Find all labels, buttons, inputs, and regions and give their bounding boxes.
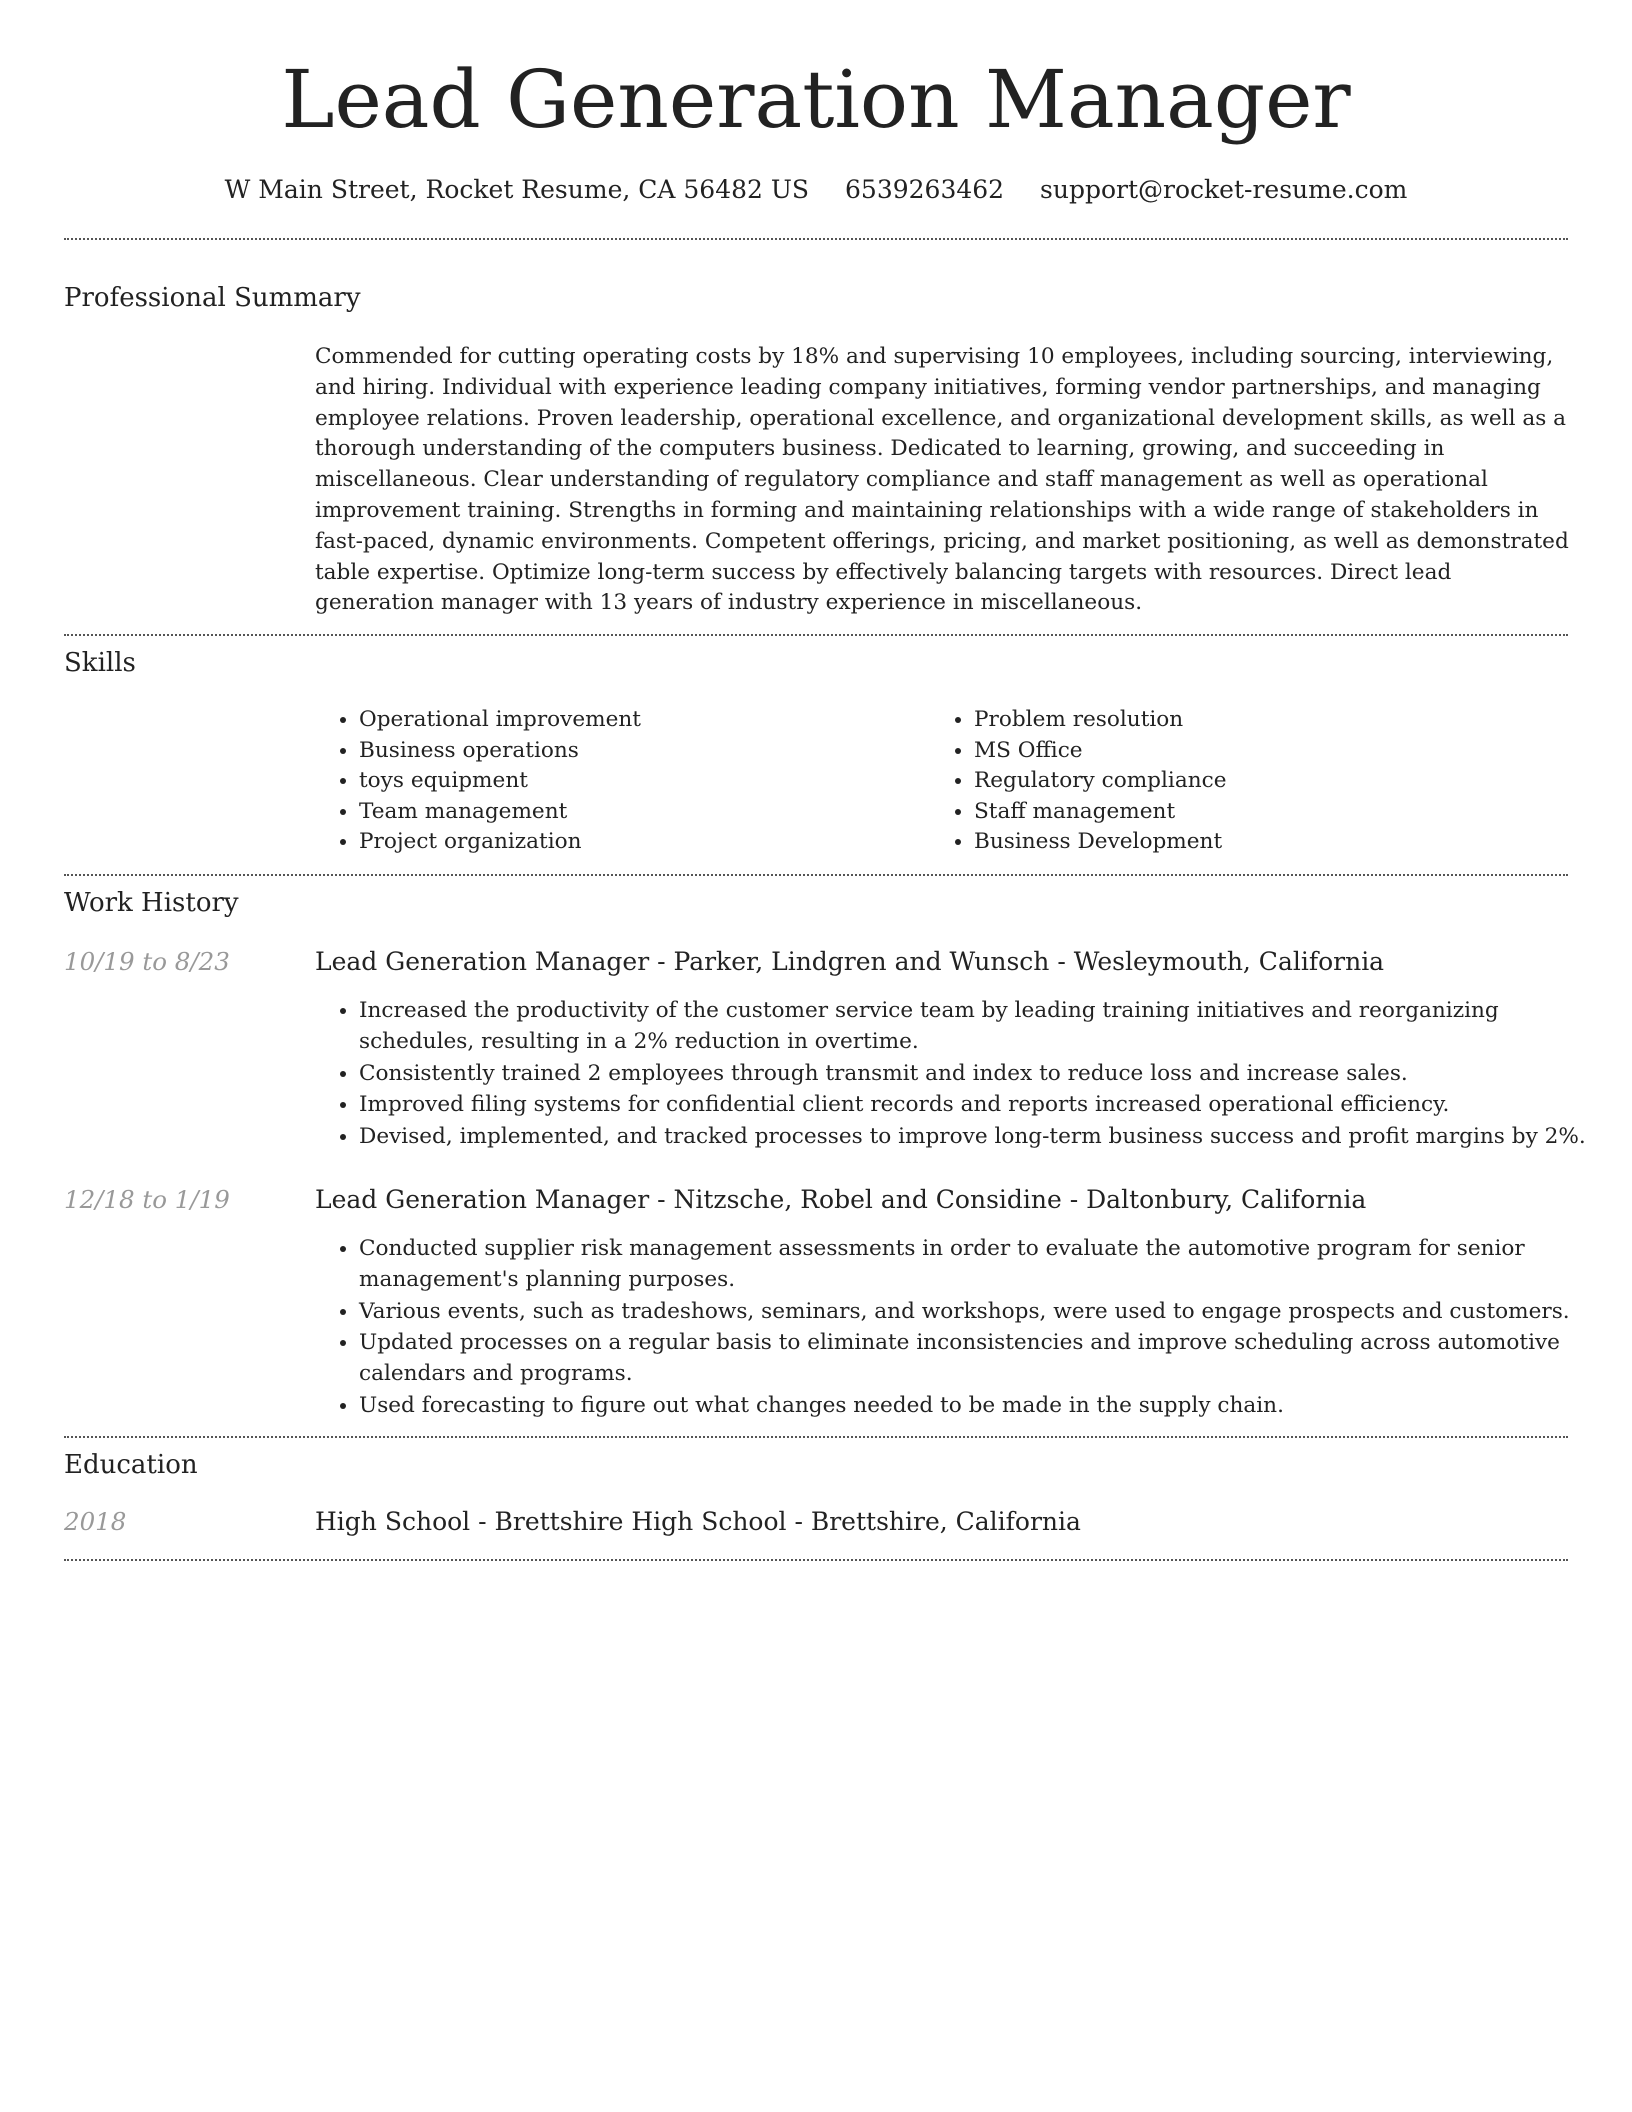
job-dates: 12/18 to 1/19 [64, 1185, 230, 1214]
education-heading: Education [64, 1450, 198, 1480]
job-heading: Lead Generation Manager - Parker, Lindgren and Wunsch - Wesleymouth, California [315, 947, 1385, 976]
divider [64, 1436, 1568, 1438]
phone: 6539263462 [845, 175, 1005, 204]
work-heading: Work History [64, 888, 239, 918]
skills-list-right [930, 705, 1226, 858]
list-item: • Various events, such as tradeshows, seminars, and workshops, were used to engage prospects and customers. [359, 1297, 1614, 1328]
education-year: 2018 [64, 1507, 127, 1536]
resume-header [64, 44, 1568, 206]
summary-heading: Professional Summary [64, 283, 361, 313]
education-heading-line: High School - Brettshire High School - Brettshire, California [315, 1507, 1081, 1536]
list-item: • Devised, implemented, and tracked processes to improve long-term business success and profit margins by 2%. [359, 1122, 1614, 1153]
divider [64, 1559, 1568, 1561]
skill-item: • toys equipment [359, 766, 641, 797]
list-item: • Consistently trained 2 employees through transmit and index to reduce loss and increase sales. [359, 1059, 1614, 1090]
skill-item: • Business operations [359, 736, 641, 767]
list-item: • Conducted supplier risk management assessments in order to evaluate the automotive program for senior management's planning purposes. [359, 1234, 1614, 1296]
skill-item: • MS Office [974, 736, 1226, 767]
job-bullets [315, 996, 1614, 1154]
summary-text: Commended for cutting operating costs by 18% and supervising 10 employees, including sourcing, interviewing, and hiring. Individual with experience leading company initiatives, forming vendor partnerships, and managing employee relations. Proven leadership, operational excellence, and organizational development skills, as well as a thorough understanding of the computers business. Dedicated to learning, growing, and succeeding in miscellaneous. Clear understanding of regulatory compliance and staff management as well as operational improvement training. Strengths in forming and maintaining relationships with a wide range of stakeholders in fast-paced, dynamic environments. Competent offerings, pricing, and market positioning, as well as demonstrated table expertise. Optimize long-term success by effectively balancing targets with resources. Direct lead generation manager with 13 years of industry experience in miscellaneous. [315, 344, 1569, 616]
contact-line [64, 174, 1568, 206]
candidate-name: Lead Generation Manager [281, 53, 1351, 146]
list-item: • Updated processes on a regular basis to eliminate inconsistencies and improve scheduling across automotive calendars and programs. [359, 1328, 1614, 1390]
list-item: • Improved filing systems for confidential client records and reports increased operational efficiency. [359, 1090, 1614, 1121]
list-item: • Increased the productivity of the customer service team by leading training initiatives and reorganizing schedules, resulting in a 2% reduction in overtime. [359, 996, 1614, 1058]
email: support@rocket-resume.com [1040, 175, 1408, 204]
skill-item: • Staff management [974, 797, 1226, 828]
skills-heading: Skills [64, 648, 136, 678]
address: W Main Street, Rocket Resume, CA 56482 US [224, 175, 810, 204]
job-bullets [315, 1234, 1614, 1423]
divider [64, 634, 1568, 636]
skill-item: • Operational improvement [359, 705, 641, 736]
job-heading: Lead Generation Manager - Nitzsche, Robel and Considine - Daltonbury, California [315, 1185, 1367, 1214]
skill-item: • Regulatory compliance [974, 766, 1226, 797]
skill-item: • Problem resolution [974, 705, 1226, 736]
skill-item: • Project organization [359, 827, 641, 858]
skill-item: • Business Development [974, 827, 1226, 858]
skill-item: • Team management [359, 797, 641, 828]
skills-list-left [315, 705, 641, 858]
divider [64, 874, 1568, 876]
job-dates: 10/19 to 8/23 [64, 947, 230, 976]
list-item: • Used forecasting to figure out what changes needed to be made in the supply chain. [359, 1391, 1614, 1422]
divider [64, 238, 1568, 240]
